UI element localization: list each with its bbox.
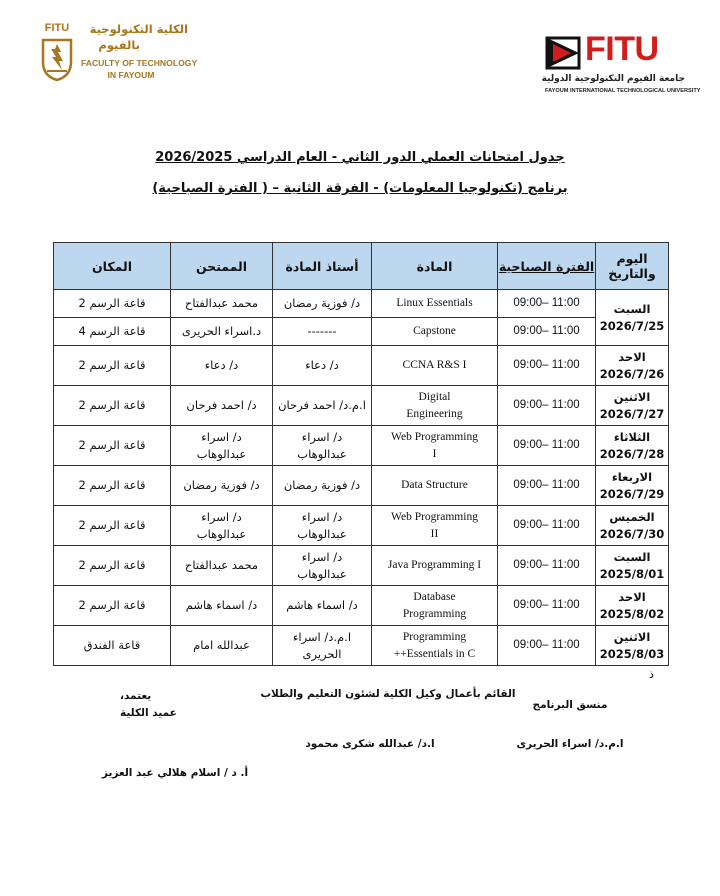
table-row [54,290,669,318]
place-cell: قاعة الرسم 2 [54,346,171,386]
exam-date: 2025/8/01 [599,566,665,581]
coordinator-name: ا.م.د/ اسراء الحريرى [516,738,624,750]
day-name: الاثنين [613,629,651,644]
vice-dean-name: ا.د/ عبدالله شكرى محمود [305,738,435,750]
exam-schedule-table [53,242,669,666]
professor-cell-line: د/ دعاء [305,358,339,372]
examiner-cell-line: محمد عبدالفتاح [184,296,259,310]
examiner-cell-line: د.اسراء الحريرى [181,324,262,338]
examiner-cell-line: عبدالوهاب [196,526,247,541]
faculty-arabic-name-line1: الكلية التكنولوجية [89,22,188,36]
day-name: الثلاثاء [613,429,651,444]
exam-date: 2026/7/28 [599,446,665,461]
professor-cell-line: د/ اسماء هاشم [286,598,358,612]
subject-cell [372,386,498,426]
professor-cell-line: د/ اسراء [301,549,343,564]
page-title: جدول امتحانات العملي الدور الثاني - العام الدراسي 2026/2025 [155,150,565,165]
place-cell: قاعة الرسم 4 [54,318,171,346]
subject-cell-line: Digital [418,390,451,403]
day-name: السبت [613,549,651,564]
subject-cell-line: CCNA R&S I [402,359,467,371]
examiner-cell [171,506,273,546]
subject-cell [372,506,498,546]
period-cell: 09:00– 11:00 [498,426,596,466]
place-cell: قاعة الرسم 2 [54,586,171,626]
table-header-row [54,243,669,290]
professor-cell [273,546,372,586]
examiner-cell-line: د/ اسماء هاشم [185,598,258,612]
day-name: الاثنين [613,389,651,404]
professor-cell [273,586,372,626]
approval-label: يعتمد، [120,690,152,702]
examiner-cell [171,586,273,626]
table-row [54,318,669,346]
subject-cell [372,626,498,666]
emblem-text: FITU [44,22,70,34]
day-date-cell [596,426,669,466]
faculty-logo [38,22,198,84]
table-row [54,506,669,546]
place-cell: قاعة الرسم 2 [54,546,171,586]
examiner-cell [171,318,273,346]
subject-cell-line: Database [413,590,456,603]
faculty-english-name-line1: FACULTY OF TECHNOLOGY [81,58,198,68]
subject-cell [372,290,498,318]
examiner-cell-line: د/ فوزية رمضان [183,478,260,492]
coordinator-title: منسق البرنامج [532,699,608,711]
table-row [54,546,669,586]
place-cell: قاعة الرسم 2 [54,386,171,426]
faculty-emblem-icon [38,22,76,84]
subject-cell [372,426,498,466]
table-row [54,466,669,506]
day-date-cell [596,586,669,626]
faculty-english-name-line2: IN FAYOUM [107,70,155,80]
university-logo [541,30,701,98]
examiner-cell-line: د/ احمد فرحان [186,398,257,412]
table-row [54,346,669,386]
period-cell: 09:00– 11:00 [498,586,596,626]
professor-cell [273,346,372,386]
subject-cell-line: Engineering [406,407,463,420]
examiner-cell [171,386,273,426]
exam-date: 2026/7/30 [599,526,665,541]
period-cell: 09:00– 11:00 [498,626,596,666]
day-date-cell [596,346,669,386]
day-name: السبت [613,301,651,316]
header-professor: أستاذ المادة [273,243,372,290]
header-day-date: اليوم والتاريخ [596,243,669,290]
page-subtitle: برنامج (تكنولوجيا المعلومات) - الفرقة الثانية – ( الفترة الصباحية) [152,181,568,196]
exam-date: 2026/7/26 [599,366,665,381]
place-cell: قاعة الفندق [54,626,171,666]
examiner-cell-line: د/ اسراء [201,509,242,524]
subject-cell [372,586,498,626]
header-place: المكان [54,243,171,290]
header-subject: المادة [372,243,498,290]
professor-cell [273,318,372,346]
subject-cell-line: Java Programming I [387,559,482,571]
university-mark-icon [545,36,581,70]
place-cell: قاعة الرسم 2 [54,506,171,546]
subject-cell-line: II [430,527,439,540]
subject-cell-line: Capstone [413,325,456,337]
exam-date: 2026/7/25 [599,318,665,333]
subject-cell-line: Web Programming [391,430,478,443]
table-row [54,386,669,426]
period-cell: 09:00– 11:00 [498,318,596,346]
examiner-cell [171,426,273,466]
university-arabic-name: جامعة الفيوم التكنولوجية الدولية [541,74,685,84]
place-cell: قاعة الرسم 2 [54,290,171,318]
subject-cell [372,346,498,386]
period-cell: 09:00– 11:00 [498,506,596,546]
subject-cell-line: Essentials in C++ [393,647,476,660]
professor-cell [273,626,372,666]
subject-cell-line: Web Programming [391,510,478,523]
examiner-cell-line: محمد عبدالفتاح [184,558,259,572]
professor-cell-line: د/ اسراء [301,429,343,444]
professor-cell-line: د/ اسراء [301,509,343,524]
professor-cell-line: الحريرى [302,646,342,661]
subject-cell [372,318,498,346]
period-cell: 09:00– 11:00 [498,346,596,386]
place-cell: قاعة الرسم 2 [54,426,171,466]
university-english-name: FAYOUM INTERNATIONAL TECHNOLOGICAL UNIVERSITY [545,88,701,94]
place-cell: قاعة الرسم 2 [54,466,171,506]
professor-cell-line: ا.م.د/ اسراء [292,629,352,644]
exam-date: 2025/8/03 [599,646,665,661]
examiner-cell-line: عبدالوهاب [196,446,247,461]
day-date-cell [596,466,669,506]
examiner-cell [171,290,273,318]
subject-cell-line: Data Structure [401,479,468,491]
examiner-cell-line: عبدالله امام [193,638,250,652]
period-cell: 09:00– 11:00 [498,466,596,506]
subject-cell-line: Programming [402,630,467,643]
period-cell: 09:00– 11:00 [498,386,596,426]
university-brand: FITU [585,30,659,68]
professor-cell-line: د/ فوزية رمضان [283,296,361,310]
exam-date: 2026/7/29 [599,486,665,501]
day-date-cell [596,546,669,586]
professor-cell [273,466,372,506]
exam-date: 2026/7/27 [599,406,665,421]
day-name: الاحد [618,589,646,604]
day-date-cell [596,290,669,346]
examiner-cell-line: د/ اسراء [201,429,242,444]
professor-cell-line: ا.م.د/ احمد فرحان [278,398,366,412]
professor-cell-line: عبدالوهاب [297,526,347,541]
faculty-arabic-name-line2: بالفيوم [98,38,140,52]
subject-cell-line: Programming [402,607,467,620]
examiner-cell [171,626,273,666]
day-date-cell [596,506,669,546]
day-date-cell [596,386,669,426]
header-examiner: الممتحن [171,243,273,290]
subject-cell [372,466,498,506]
subject-cell-line: Linux Essentials [396,297,473,309]
day-name: الاحد [618,349,646,364]
period-cell: 09:00– 11:00 [498,546,596,586]
table-row [54,626,669,666]
examiner-cell [171,466,273,506]
professor-cell [273,290,372,318]
subject-cell [372,546,498,586]
header-period: الفترة الصباحية [498,243,596,290]
professor-cell-line: عبدالوهاب [297,446,347,461]
table-row [54,586,669,626]
day-date-cell [596,626,669,666]
professor-cell [273,426,372,466]
table-row [54,426,669,466]
professor-cell [273,506,372,546]
day-name: الخميس [609,509,655,524]
dean-name: أ. د / اسلام هلالي عبد العزيز [101,767,249,779]
professor-cell [273,386,372,426]
professor-cell-line: د/ فوزية رمضان [283,478,361,492]
vice-dean-title: القائم بأعمال وكيل الكلية لشئون التعليم والطلاب [260,688,516,700]
professor-cell-line: ------- [307,324,337,338]
professor-cell-line: عبدالوهاب [297,566,347,581]
stray-mark: ذ [649,668,654,681]
day-name: الاربعاء [611,469,653,484]
examiner-cell [171,546,273,586]
examiner-cell [171,346,273,386]
subject-cell-line: I [432,447,437,460]
period-cell: 09:00– 11:00 [498,290,596,318]
dean-title: عميد الكلية [120,707,177,719]
examiner-cell-line: د/ دعاء [204,358,239,372]
exam-date: 2025/8/02 [599,606,665,621]
